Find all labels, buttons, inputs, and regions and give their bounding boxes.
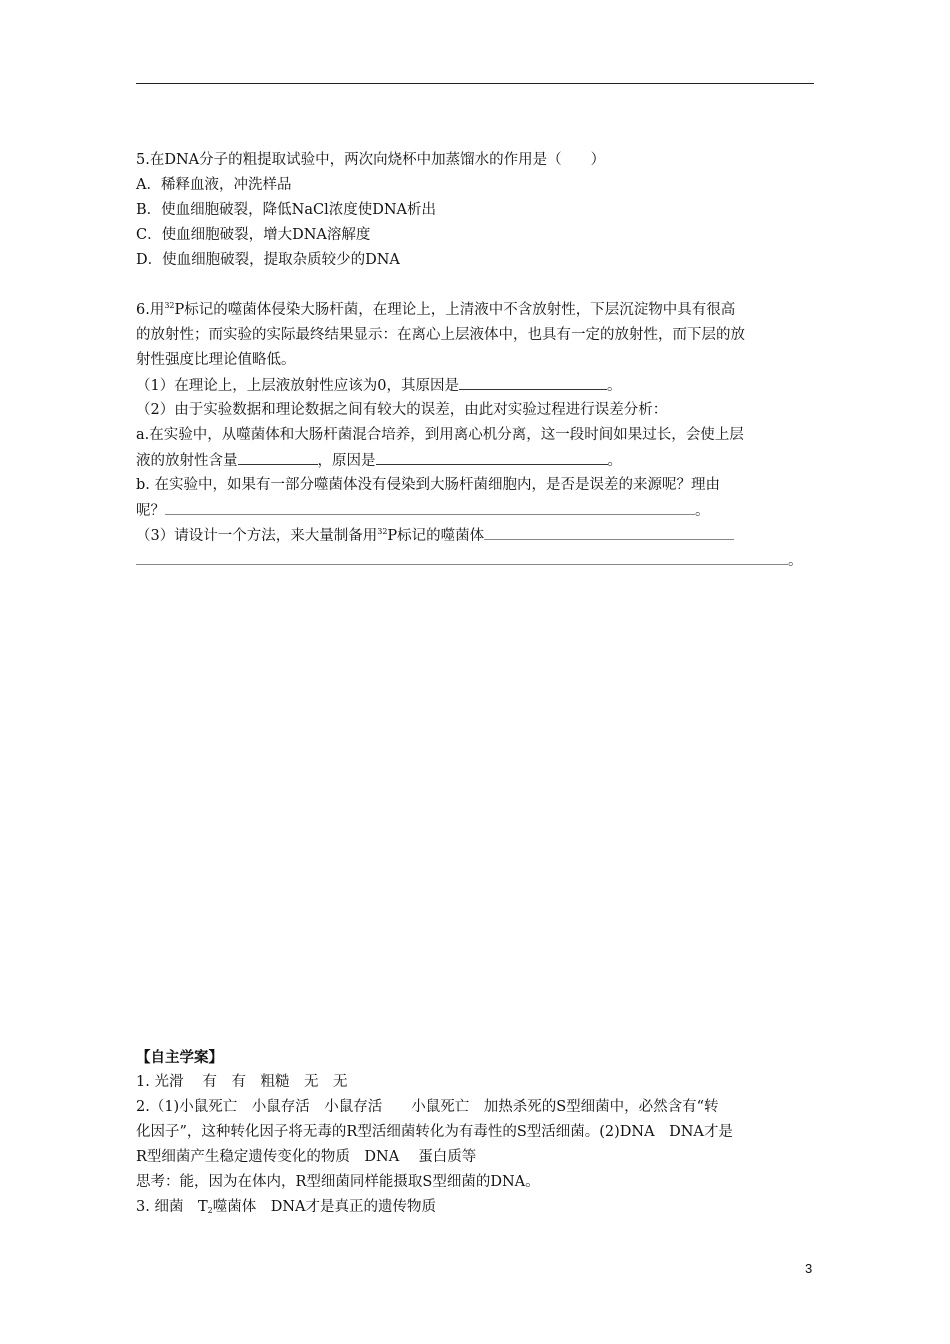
- answer-line-5: 思考：能，因为在体内，R型细菌同样能摄取S型细菌的DNA。: [136, 1174, 540, 1190]
- answer-line-4: R型细菌产生稳定遗传变化的物质 DNA 蛋白质等: [136, 1149, 477, 1165]
- option-c: C．使血细胞破裂，增大DNA溶解度: [136, 227, 371, 243]
- part-3-line2: 。: [136, 548, 816, 573]
- part-1: （1）在理论上，上层液放射性应该为0，其原因是 。: [136, 373, 816, 398]
- answer-line-2: 2.（1)小鼠死亡 小鼠存活 小鼠存活 小鼠死亡 加热杀死的S型细菌中，必然含有“转: [136, 1099, 719, 1115]
- part-2a-line1: a.在实验中，从噬菌体和大肠杆菌混合培养，到用离心机分离，这一段时间如果过长，会使上层: [136, 427, 744, 443]
- answer-blank-2b[interactable]: [165, 498, 695, 515]
- part-2b-line2: 呢？ 。: [136, 498, 816, 523]
- answer-heading: 【自主学案】: [136, 1049, 223, 1066]
- option-d: D．使血细胞破裂，提取杂质较少的DNA: [136, 252, 400, 268]
- answer-blank-1[interactable]: [459, 373, 607, 390]
- header-rule: [136, 83, 814, 84]
- answer-blank-2a-reason[interactable]: [376, 448, 608, 465]
- answer-section: [136, 1045, 816, 1220]
- answer-line-6: 3. 细菌 $T_2$噬菌体 DNA才是真正的遗传物质: [136, 1199, 437, 1215]
- option-a: A．稀释血液，冲洗样品: [136, 177, 292, 193]
- answer-blank-2a-content[interactable]: [238, 448, 318, 465]
- part-2b-line1: b. 在实验中，如果有一部分噬菌体没有侵染到大肠杆菌细胞内，是否是误差的来源呢？理由: [136, 477, 720, 493]
- question-6: [136, 298, 816, 573]
- answer-blank-3-line2[interactable]: [136, 548, 788, 565]
- part-3: （3）请设计一个方法，来大量制备用$^{32}$P标记的噬菌体: [136, 523, 816, 548]
- question-5-stem: 5.在DNA分子的粗提取试验中，两次向烧杯中加蒸馏水的作用是（ ）: [136, 152, 606, 168]
- part-2: （2）由于实验数据和理论数据之间有较大的误差，由此对实验过程进行误差分析：: [136, 402, 668, 418]
- option-b: B．使血细胞破裂，降低NaCl浓度使DNA析出: [136, 202, 437, 218]
- answer-blank-3-line1[interactable]: [484, 523, 734, 540]
- question-6-stem-line3: 射性强度比理论值略低。: [136, 352, 296, 368]
- part-2a-line2: 液的放射性含量 ，原因是 。: [136, 448, 816, 473]
- answer-line-3: 化因子”，这种转化因子将无毒的R型活细菌转化为有毒性的S型活细菌。(2)DNA DNA才是: [136, 1124, 733, 1140]
- answer-line-1: 1. 光滑 有 有 粗糙 无 无: [136, 1074, 348, 1090]
- question-5: [136, 148, 816, 273]
- question-6-stem-line2: 的放射性；而实验的实际最终结果显示：在离心上层液体中，也具有一定的放射性，而下层的放: [136, 327, 745, 343]
- page-number: 3: [805, 1261, 813, 1276]
- question-6-stem: 6.用$^{32}$P标记的噬菌体侵染大肠杆菌，在理论上，上清液中不含放射性，下层沉淀物中具有很高: [136, 301, 736, 318]
